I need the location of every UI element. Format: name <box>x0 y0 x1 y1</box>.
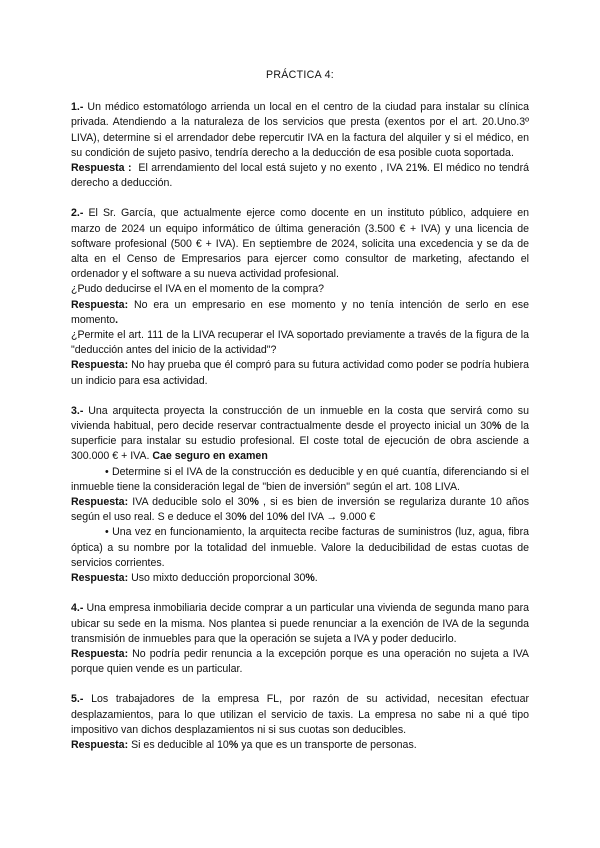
question-3-bullet-2: • Una vez en funcionamiento, la arquitecta recibe facturas de suministros (luz, agua, fibra óptica) a su nombre por la totalidad del inmueble. Valore la deducibilidad de estas cuotas de servicios corrientes. <box>71 526 529 569</box>
answer-3-bullet-1: Respuesta: IVA deducible solo el 30% , si es bien de inversión se regulariza durante 10 años según el uso real. S e deduce el 30% del 10% del IVA → 9.000 € <box>71 496 530 524</box>
answer-2-sub1: Respuesta: No era un empresario en ese momento y no tenía intención de serlo en ese momento. <box>71 298 529 326</box>
question-2-sub1: ¿Pudo deducirse el IVA en el momento de la compra? <box>71 283 325 296</box>
question-number: 5.- <box>71 693 84 706</box>
answer-label: Respuesta: <box>71 298 129 311</box>
answer-2-sub2: Respuesta: No hay prueba que él compró para su futura actividad como poder se podría hubiera un indicio para esa actividad. <box>71 359 529 387</box>
answer-label: Respuesta: <box>71 496 129 509</box>
question-number: 4.- <box>71 602 84 615</box>
page-title: PRÁCTICA 4: <box>265 69 335 81</box>
question-3-text: 3.- Una arquitecta proyecta la construcción de un inmueble en la costa que servirá como su vivienda habitual, pero decide reservar contractualmente desde el proyecto inicial un 30% de la superficie para instalar su estudio profesional. El coste total de ejecución de obra asciende a 300.000 € + IVA. Cae seguro en examen <box>71 404 530 463</box>
question-2 <box>71 206 529 388</box>
question-number: 2.- <box>71 207 84 220</box>
question-3 <box>71 404 529 586</box>
question-4 <box>71 601 529 677</box>
answer-4: Respuesta: No podría pedir renuncia a la excepción porque es una operación no sujeta a IVA porque quien vende es un particular. <box>71 647 529 676</box>
question-1-text: 1.- Un médico estomatólogo arrienda un local en el centro de la ciudad para instalar su clínica privada. Atendiendo a la naturaleza de los servicios que presta (exentos por el art. 20.Uno.3º LIVA), determine si el arrendador debe repercutir IVA en la factura del alquiler y si el médico, en su condición de sujeto pasivo, tendría derecho a la deducción de esa posible cuota soportada. <box>71 101 529 159</box>
question-2-text: 2.- El Sr. García, que actualmente ejerce como docente en un instituto público, adquiere en marzo de 2024 un equipo informático de última generación (3.500 € + IVA) y una licencia de software profesional (500 € + IVA). En septiembre de 2024, solicita una excedencia y se da de alta en el Censo de Empresarios para ejercer como consultor de marketing, afectando el ordenador y el software a su nueva actividad profesional. <box>71 207 529 281</box>
question-number: 1.- <box>71 101 84 114</box>
answer-label: Respuesta : <box>71 162 132 175</box>
question-5-text: 5.- Los trabajadores de la empresa FL, por razón de su actividad, necesitan efectuar desplazamientos, para lo que utilizan el servicio de taxis. La empresa no sabe ni a qué tipo impositivo van dichos desplazamientos ni si sus cuotas son deducibles. <box>71 693 529 736</box>
answer-label: Respuesta: <box>71 738 129 751</box>
answer-label: Respuesta: <box>71 572 129 585</box>
answer-label: Respuesta: <box>71 647 129 660</box>
answer-5: Respuesta: Si es deducible al 10% ya que es un transporte de personas. <box>71 738 417 751</box>
exam-note: Cae seguro en examen <box>152 450 268 463</box>
answer-3-bullet-2: Respuesta: Uso mixto deducción proporcional 30%. <box>71 572 318 585</box>
question-1 <box>71 100 529 191</box>
question-2-sub2: ¿Permite el art. 111 de la LIVA recuperar el IVA soportado previamente a través de la figura de la "deducción antes del inicio de la actividad"? <box>71 329 529 357</box>
question-number: 3.- <box>71 404 84 417</box>
question-5 <box>71 692 529 753</box>
question-3-bullet-1: • Determine si el IVA de la construcción es deducible y en qué cuantía, diferenciando si el inmueble tiene la consideración legal de "bien de inversión" según el art. 108 LIVA. <box>71 465 529 493</box>
answer-1: Respuesta : El arrendamiento del local está sujeto y no exento , IVA 21%. El médico no tendrá derecho a deducción. <box>71 162 529 190</box>
question-4-text: 4.- Una empresa inmobiliaria decide comprar a un particular una vivienda de segunda mano para ubicar su sede en la misma. Nos plantea si puede renunciar a la exención de IVA de la segunda transmisión de inmuebles para que la operación se sujeta a IVA y poder deducirlo. <box>71 602 529 645</box>
answer-label: Respuesta: <box>71 359 129 372</box>
